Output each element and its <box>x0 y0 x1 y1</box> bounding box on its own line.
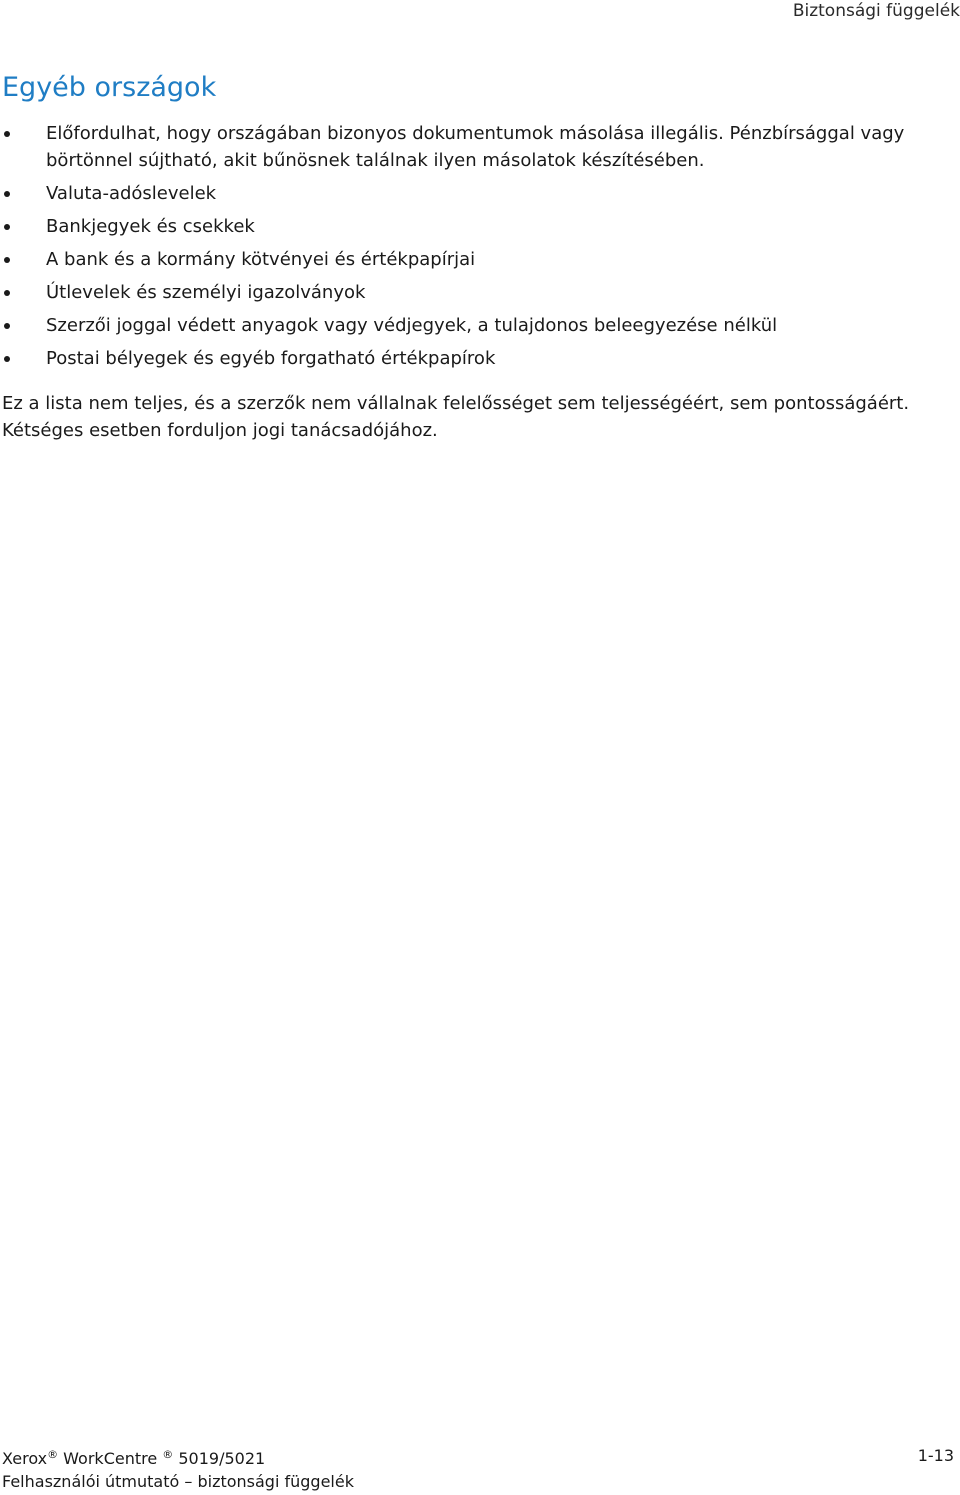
list-item-text: Valuta-adóslevelek <box>46 183 217 204</box>
bullet-icon <box>4 290 10 296</box>
list-item <box>0 279 945 306</box>
footer-guide-title: Felhasználói útmutató – biztonsági függelék <box>2 1472 354 1491</box>
bullet-icon <box>4 131 10 137</box>
footer-model: 5019/5021 <box>178 1449 266 1468</box>
page-number: 1-13 <box>917 1446 954 1465</box>
footer-product: WorkCentre <box>63 1449 158 1468</box>
closing-paragraph: Ez a lista nem teljes, és a szerzők nem vállalnak felelősséget sem teljességéért, sem pontosságáért. Kétséges esetben forduljon jogi tanácsadójához. <box>2 393 910 441</box>
list-item <box>0 312 945 339</box>
bullet-icon <box>4 257 10 263</box>
list-item <box>0 213 945 240</box>
bullet-list <box>0 120 945 378</box>
bullet-icon <box>4 224 10 230</box>
bullet-icon <box>4 356 10 362</box>
list-item-text: Útlevelek és személyi igazolványok <box>46 282 366 303</box>
registered-mark: ® <box>47 1448 59 1461</box>
list-item-text: Szerzői joggal védett anyagok vagy védjegyek, a tulajdonos beleegyezése nélkül <box>46 315 778 336</box>
footer-product-info <box>2 1447 354 1493</box>
list-item-text: Előfordulhat, hogy országában bizonyos dokumentumok másolása illegális. Pénzbírsággal vagy börtönnel sújtható, akit bűnösnek találnak ilyen másolatok készítésében. <box>46 123 905 171</box>
section-heading: Egyéb országok <box>2 72 217 103</box>
list-item-text: Bankjegyek és csekkek <box>46 216 255 237</box>
bullet-icon <box>4 191 10 197</box>
running-header: Biztonsági függelék <box>792 1 960 21</box>
list-item <box>0 345 945 372</box>
list-item <box>0 246 945 273</box>
footer-brand: Xerox <box>2 1449 48 1468</box>
list-item-text: Postai bélyegek és egyéb forgatható értékpapírok <box>46 348 496 369</box>
bullet-icon <box>4 323 10 329</box>
registered-mark: ® <box>162 1448 174 1461</box>
list-item-text: A bank és a kormány kötvényei és értékpapírjai <box>46 249 476 270</box>
footer-product-line <box>2 1447 354 1470</box>
list-item <box>0 180 945 207</box>
list-item <box>0 120 945 174</box>
